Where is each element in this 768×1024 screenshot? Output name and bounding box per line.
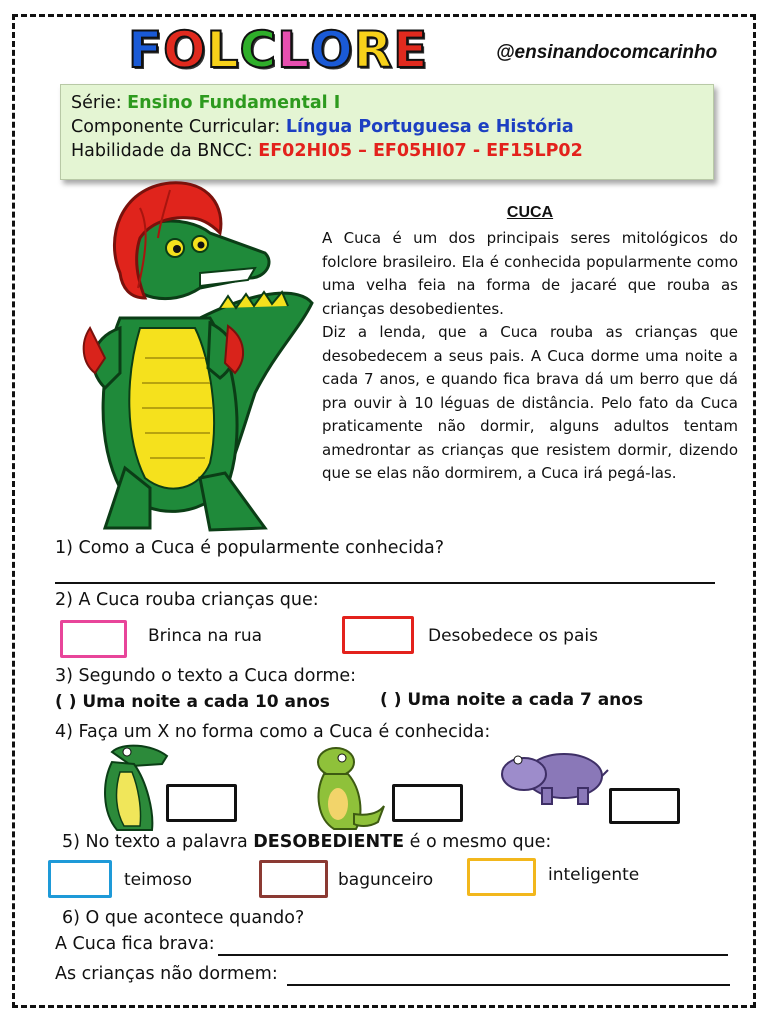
q5-checkbox-inteligente[interactable] [467, 858, 536, 896]
cuca-alligator-illustration [50, 178, 320, 538]
question-6: 6) O que acontece quando? [62, 908, 305, 928]
story-title: CUCA [506, 204, 554, 221]
story-paragraph: A Cuca é um dos principais seres mitológicos do folclore brasileiro. Ela é conhecida popularmente como uma velha feia na forma de jacaré que rouba as crianças desobedientes. [322, 229, 738, 318]
q3-option-10-anos[interactable]: ( ) Uma noite a cada 10 anos [55, 692, 330, 712]
componente-label: Componente Curricular: [71, 117, 286, 137]
q2-checkbox-desobedece[interactable] [342, 616, 414, 654]
q5-option-label: bagunceiro [338, 870, 434, 890]
q5-keyword: DESOBEDIENTE [253, 832, 405, 852]
serie-label: Série: [71, 93, 128, 113]
q5-checkbox-bagunceiro[interactable] [259, 860, 328, 898]
componente-row [71, 115, 703, 139]
q3-option-7-anos[interactable]: ( ) Uma noite a cada 7 anos [380, 690, 644, 710]
page-title-folclore [128, 22, 427, 78]
title-letter: O [163, 21, 206, 79]
hippo-icon [498, 746, 610, 808]
story-text [322, 227, 738, 486]
answer-line-q1[interactable] [55, 582, 715, 584]
story-paragraph: Diz a lenda, que a Cuca rouba as crianças que desobedecem a seus pais. A Cuca dorme uma noite a cada 7 anos, e quando fica brava dá um berro que dá pra ouvir à 10 léguas de distância. Pelo fato da Cuca praticamente não dormir, alguns adultos tentam amedrontar as crianças que resistem dormir, dizendo que se elas não dormirem, a Cuca irá pegá-las. [322, 323, 738, 482]
q6-prompt-brava: A Cuca fica brava: [55, 934, 215, 954]
habilidade-value: EF02HI05 – EF05HI07 - EF15LP02 [258, 141, 583, 161]
alligator-icon [92, 742, 172, 834]
q5-checkbox-teimoso[interactable] [48, 860, 112, 898]
dinosaur-icon [306, 744, 386, 834]
q5-prefix: 5) No texto a palavra [62, 832, 254, 852]
q2-option-label: Brinca na rua [148, 626, 263, 646]
title-letter: F [128, 21, 163, 79]
question-2: 2) A Cuca rouba crianças que: [55, 590, 319, 610]
habilidade-row [71, 139, 703, 163]
componente-value: Língua Portuguesa e História [285, 117, 574, 137]
author-handle: @ensinandocomcarinho [496, 42, 718, 63]
answer-line-q6-dormem[interactable] [287, 984, 730, 986]
answer-line-q6-brava[interactable] [218, 954, 728, 956]
curriculum-info-box [60, 84, 714, 180]
serie-row [71, 91, 703, 115]
title-letter: L [206, 21, 239, 79]
q4-checkbox-hippo[interactable] [609, 788, 680, 824]
question-5 [62, 832, 551, 852]
question-4: 4) Faça um X no forma como a Cuca é conhecida: [55, 722, 491, 742]
q5-suffix: é o mesmo que: [404, 832, 552, 852]
q4-checkbox-alligator[interactable] [166, 784, 237, 822]
habilidade-label: Habilidade da BNCC: [71, 141, 259, 161]
q5-option-label: teimoso [124, 870, 193, 890]
title-letter: R [353, 21, 393, 79]
question-1: 1) Como a Cuca é popularmente conhecida? [55, 538, 445, 558]
q4-checkbox-dinosaur[interactable] [392, 784, 463, 822]
q5-option-label: inteligente [548, 865, 640, 885]
title-letter: L [277, 21, 310, 79]
q2-option-label: Desobedece os pais [428, 626, 598, 646]
q6-prompt-dormem: As crianças não dormem: [55, 964, 278, 984]
title-letter: O [310, 21, 353, 79]
q2-checkbox-brinca[interactable] [60, 620, 127, 658]
question-3: 3) Segundo o texto a Cuca dorme: [55, 666, 357, 686]
title-letter: E [393, 21, 428, 79]
title-letter: C [239, 21, 277, 79]
serie-value: Ensino Fundamental I [127, 93, 341, 113]
